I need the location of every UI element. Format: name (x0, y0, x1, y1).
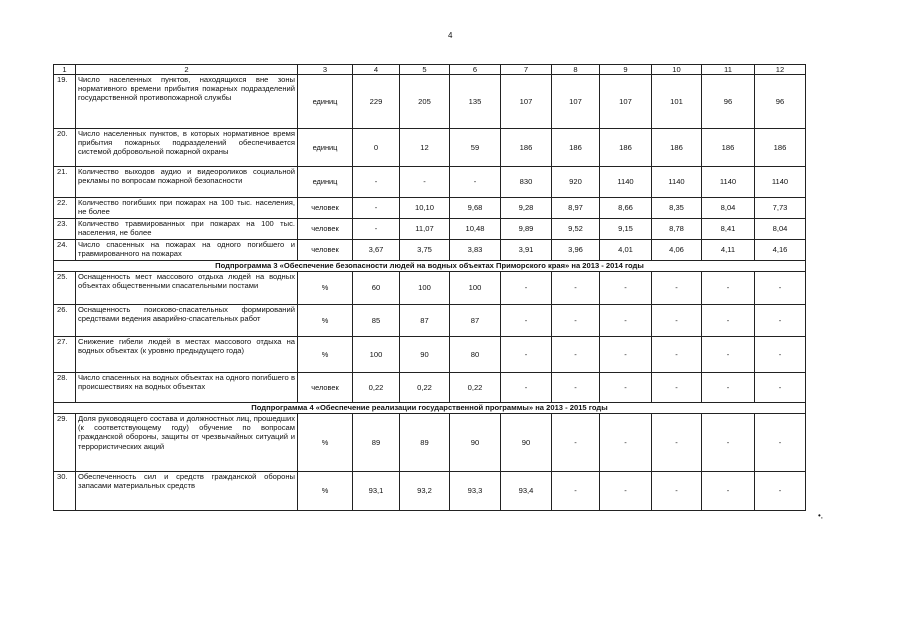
value-cell: 10,10 (400, 198, 450, 219)
indicator-name: Снижение гибели людей в местах массового отдыха на водных объектах (к уровню предыдущего года) (76, 337, 298, 373)
value-cell: - (600, 414, 652, 472)
value-cell: - (755, 337, 806, 373)
unit-cell: % (298, 472, 353, 511)
value-cell: 7,73 (755, 198, 806, 219)
value-cell: 93,2 (400, 472, 450, 511)
value-cell: 186 (552, 129, 600, 167)
value-cell: 80 (450, 337, 501, 373)
column-header: 4 (353, 65, 400, 75)
value-cell: 3,75 (400, 240, 450, 261)
unit-cell: % (298, 337, 353, 373)
unit-cell: единиц (298, 129, 353, 167)
indicator-name: Оснащенность поисково-спасательных формирований средствами ведения аварийно-спасательных работ (76, 305, 298, 337)
value-cell: - (755, 305, 806, 337)
value-cell: 9,52 (552, 219, 600, 240)
indicator-name: Доля руководящего состава и должностных лиц, прошедших (к соответствующему году) обучение по вопросам гражданской обороны, защиты от чрезвычайных ситуаций и террористических акций (76, 414, 298, 472)
value-cell: 3,91 (501, 240, 552, 261)
value-cell: - (600, 272, 652, 305)
value-cell: 11,07 (400, 219, 450, 240)
table-row (54, 337, 806, 373)
value-cell: - (652, 414, 702, 472)
value-cell: - (353, 198, 400, 219)
indicator-name: Обеспеченность сил и средств гражданской обороны запасами материальных средств (76, 472, 298, 511)
value-cell: - (755, 414, 806, 472)
value-cell: 1140 (702, 167, 755, 198)
value-cell: 8,04 (755, 219, 806, 240)
column-header: 7 (501, 65, 552, 75)
value-cell: 0,22 (400, 373, 450, 403)
value-cell: 135 (450, 75, 501, 129)
value-cell: - (755, 472, 806, 511)
table-row (54, 305, 806, 337)
table-row (54, 75, 806, 129)
value-cell: 90 (450, 414, 501, 472)
value-cell: - (755, 272, 806, 305)
column-header: 9 (600, 65, 652, 75)
value-cell: 4,11 (702, 240, 755, 261)
table-row (54, 240, 806, 261)
column-header: 1 (54, 65, 76, 75)
value-cell: - (600, 337, 652, 373)
row-number: 19. (54, 75, 76, 129)
value-cell: 89 (353, 414, 400, 472)
value-cell: - (600, 305, 652, 337)
unit-cell: % (298, 414, 353, 472)
table-row (54, 373, 806, 403)
value-cell: 186 (600, 129, 652, 167)
value-cell: - (353, 167, 400, 198)
column-header: 8 (552, 65, 600, 75)
value-cell: - (702, 373, 755, 403)
value-cell: 87 (400, 305, 450, 337)
value-cell: - (652, 373, 702, 403)
column-header: 5 (400, 65, 450, 75)
page-number: 4 (448, 31, 453, 40)
value-cell: 12 (400, 129, 450, 167)
value-cell: - (552, 337, 600, 373)
value-cell: 93,4 (501, 472, 552, 511)
row-number: 27. (54, 337, 76, 373)
value-cell: - (702, 414, 755, 472)
table-header-row (54, 65, 806, 75)
value-cell: - (501, 305, 552, 337)
value-cell: 4,06 (652, 240, 702, 261)
value-cell: 90 (501, 414, 552, 472)
unit-cell: человек (298, 219, 353, 240)
indicator-name: Количество погибших при пожарах на 100 тыс. населения, не более (76, 198, 298, 219)
value-cell: 186 (702, 129, 755, 167)
value-cell: - (652, 472, 702, 511)
row-number: 26. (54, 305, 76, 337)
value-cell: - (353, 219, 400, 240)
table-row (54, 272, 806, 305)
subprogram-title: Подпрограмма 3 «Обеспечение безопасности людей на водных объектах Приморского края» на 2013 - 2014 годы (54, 261, 806, 272)
unit-cell: % (298, 272, 353, 305)
value-cell: 107 (600, 75, 652, 129)
value-cell: - (702, 472, 755, 511)
unit-cell: человек (298, 240, 353, 261)
table-row (54, 219, 806, 240)
value-cell: 229 (353, 75, 400, 129)
column-header: 3 (298, 65, 353, 75)
value-cell: - (600, 472, 652, 511)
stray-mark: •, (818, 511, 824, 520)
value-cell: 186 (501, 129, 552, 167)
value-cell: 1140 (600, 167, 652, 198)
value-cell: - (652, 337, 702, 373)
value-cell: 0 (353, 129, 400, 167)
value-cell: 8,97 (552, 198, 600, 219)
value-cell: 3,67 (353, 240, 400, 261)
value-cell: - (702, 337, 755, 373)
value-cell: 87 (450, 305, 501, 337)
value-cell: 100 (400, 272, 450, 305)
value-cell: 4,16 (755, 240, 806, 261)
value-cell: 8,04 (702, 198, 755, 219)
value-cell: 0,22 (450, 373, 501, 403)
value-cell: 0,22 (353, 373, 400, 403)
value-cell: 107 (501, 75, 552, 129)
column-header: 10 (652, 65, 702, 75)
value-cell: 186 (755, 129, 806, 167)
value-cell: 85 (353, 305, 400, 337)
value-cell: 9,89 (501, 219, 552, 240)
value-cell: - (400, 167, 450, 198)
unit-cell: единиц (298, 75, 353, 129)
indicator-name: Количество выходов аудио и видеороликов социальной рекламы по вопросам пожарной безопасности (76, 167, 298, 198)
value-cell: 8,35 (652, 198, 702, 219)
unit-cell: % (298, 305, 353, 337)
unit-cell: единиц (298, 167, 353, 198)
value-cell: 100 (450, 272, 501, 305)
row-number: 21. (54, 167, 76, 198)
row-number: 20. (54, 129, 76, 167)
value-cell: 8,41 (702, 219, 755, 240)
subprogram-row (54, 261, 806, 272)
subprogram-title: Подпрограмма 4 «Обеспечение реализации государственной программы» на 2013 - 2015 годы (54, 403, 806, 414)
value-cell: 9,28 (501, 198, 552, 219)
row-number: 29. (54, 414, 76, 472)
value-cell: 10,48 (450, 219, 501, 240)
value-cell: 8,78 (652, 219, 702, 240)
unit-cell: человек (298, 373, 353, 403)
value-cell: 93,1 (353, 472, 400, 511)
indicator-name: Оснащенность мест массового отдыха людей на водных объектах общественными спасательными постами (76, 272, 298, 305)
value-cell: 186 (652, 129, 702, 167)
value-cell: - (702, 305, 755, 337)
value-cell: - (552, 414, 600, 472)
value-cell: 59 (450, 129, 501, 167)
indicator-name: Количество травмированных при пожарах на 100 тыс. населения, не более (76, 219, 298, 240)
table-row (54, 414, 806, 472)
value-cell: - (501, 337, 552, 373)
value-cell: - (552, 305, 600, 337)
value-cell: - (600, 373, 652, 403)
value-cell: - (652, 272, 702, 305)
value-cell: 96 (702, 75, 755, 129)
value-cell: - (501, 272, 552, 305)
value-cell: 8,66 (600, 198, 652, 219)
value-cell: - (552, 373, 600, 403)
indicators-table (53, 64, 806, 511)
subprogram-row (54, 403, 806, 414)
value-cell: - (702, 272, 755, 305)
value-cell: 830 (501, 167, 552, 198)
indicator-name: Число спасенных на водных объектах на одного погибшего в происшествиях на водных объектах (76, 373, 298, 403)
value-cell: 3,83 (450, 240, 501, 261)
value-cell: 90 (400, 337, 450, 373)
table-row (54, 167, 806, 198)
value-cell: 107 (552, 75, 600, 129)
row-number: 30. (54, 472, 76, 511)
table-body (54, 65, 806, 511)
indicator-name: Число спасенных на пожарах на одного погибшего и травмированного на пожарах (76, 240, 298, 261)
value-cell: - (552, 472, 600, 511)
column-header: 11 (702, 65, 755, 75)
value-cell: 1140 (652, 167, 702, 198)
value-cell: 4,01 (600, 240, 652, 261)
value-cell: 89 (400, 414, 450, 472)
value-cell: 205 (400, 75, 450, 129)
row-number: 22. (54, 198, 76, 219)
value-cell: - (755, 373, 806, 403)
table-row (54, 129, 806, 167)
value-cell: - (450, 167, 501, 198)
row-number: 28. (54, 373, 76, 403)
value-cell: 100 (353, 337, 400, 373)
value-cell: 9,15 (600, 219, 652, 240)
value-cell: 101 (652, 75, 702, 129)
row-number: 24. (54, 240, 76, 261)
column-header: 6 (450, 65, 501, 75)
value-cell: 1140 (755, 167, 806, 198)
column-header: 12 (755, 65, 806, 75)
value-cell: 9,68 (450, 198, 501, 219)
value-cell: 920 (552, 167, 600, 198)
column-header: 2 (76, 65, 298, 75)
row-number: 25. (54, 272, 76, 305)
row-number: 23. (54, 219, 76, 240)
value-cell: - (552, 272, 600, 305)
table-row (54, 198, 806, 219)
value-cell: 96 (755, 75, 806, 129)
indicator-name: Число населенных пунктов, в которых нормативное время прибытия пожарных подразделений обеспечивается системой добровольной пожарной охраны (76, 129, 298, 167)
table-row (54, 472, 806, 511)
unit-cell: человек (298, 198, 353, 219)
indicator-name: Число населенных пунктов, находящихся вне зоны нормативного времени прибытия пожарных подразделений государственной противопожарной службы (76, 75, 298, 129)
value-cell: - (501, 373, 552, 403)
value-cell: 60 (353, 272, 400, 305)
value-cell: 93,3 (450, 472, 501, 511)
value-cell: - (652, 305, 702, 337)
value-cell: 3,96 (552, 240, 600, 261)
